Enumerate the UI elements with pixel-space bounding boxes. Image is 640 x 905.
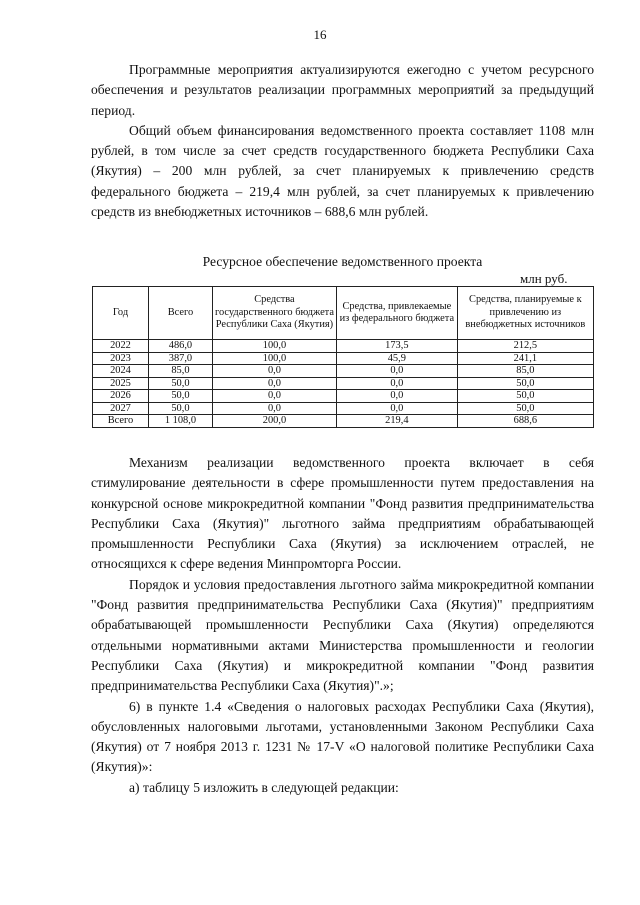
cell-federal: 0,0 xyxy=(336,365,457,378)
table-row xyxy=(93,352,594,365)
cell-state: 0,0 xyxy=(212,365,336,378)
cell-year: 2026 xyxy=(93,390,149,403)
resource-table xyxy=(92,286,594,428)
table-title: Ресурсное обеспечение ведомственного проекта xyxy=(202,254,483,269)
cell-extra: 212,5 xyxy=(457,340,593,353)
table-row xyxy=(93,390,594,403)
header-year: Год xyxy=(93,287,149,340)
paragraphs-top xyxy=(91,60,594,222)
table-row xyxy=(93,340,594,353)
paragraph: Программные мероприятия актуализируются ежегодно с учетом ресурсного обеспечения и результатов реализации программных мероприятий за предыдущий период. xyxy=(91,62,594,118)
cell-federal: 0,0 xyxy=(336,390,457,403)
cell-federal: 0,0 xyxy=(336,377,457,390)
cell-year: 2022 xyxy=(93,340,149,353)
table-unit: млн руб. xyxy=(520,271,568,286)
cell-extra: 241,1 xyxy=(457,352,593,365)
cell-total: 50,0 xyxy=(148,377,212,390)
cell-total: 1 108,0 xyxy=(148,415,212,428)
cell-extra: 688,6 xyxy=(457,415,593,428)
cell-extra: 50,0 xyxy=(457,390,593,403)
cell-state: 100,0 xyxy=(212,352,336,365)
cell-state: 0,0 xyxy=(212,377,336,390)
cell-state: 100,0 xyxy=(212,340,336,353)
cell-year: 2023 xyxy=(93,352,149,365)
cell-year: 2024 xyxy=(93,365,149,378)
header-extrabudgetary: Средства, планируемые к привлечению из внебюджетных источников xyxy=(457,287,593,340)
page-number: 16 xyxy=(313,27,327,42)
table-row xyxy=(93,402,594,415)
cell-total: 486,0 xyxy=(148,340,212,353)
cell-federal: 0,0 xyxy=(336,402,457,415)
cell-total: 85,0 xyxy=(148,365,212,378)
cell-state: 0,0 xyxy=(212,402,336,415)
cell-state: 200,0 xyxy=(212,415,336,428)
cell-total: 50,0 xyxy=(148,390,212,403)
cell-total: 50,0 xyxy=(148,402,212,415)
paragraph: Порядок и условия предоставления льготного займа микрокредитной компании "Фонд развития предпринимательства Республики Саха (Якутия)" предприятиям обрабатывающей промышленности Республики Саха (Якутия) определяются отдельными нормативными актами Министерства промышленности и геологии Республики Саха (Якутия) и микрокредитной компании "Фонд развития предпринимательства Республики Саха (Якутия)".»; xyxy=(91,576,594,694)
paragraph: Общий объем финансирования ведомственного проекта составляет 1108 млн рублей, в том числе за счет средств государственного бюджета Республики Саха (Якутия) – 200 млн рублей, за счет планируемых к привлечению средств федерального бюджета – 219,4 млн рублей, за счет планируемых к привлечению средств из внебюджетных источников – 688,6 млн рублей. xyxy=(91,122,594,220)
table-header-row xyxy=(93,287,594,340)
paragraph: Механизм реализации ведомственного проекта включает в себя стимулирование деятельности в сфере промышленности путем предоставления на конкурсной основе микрокредитной компании "Фонд развития предпринимательства Республики Саха (Якутия)" льготного займа предприятиям обрабатывающей промышленности Республики Саха (Якутия) за исключением отраслей, не относящихся к сфере ведения Минпромторга России. xyxy=(91,455,594,572)
paragraphs-bottom xyxy=(91,453,594,798)
table-row xyxy=(93,377,594,390)
table-total-row xyxy=(93,415,594,428)
cell-federal: 45,9 xyxy=(336,352,457,365)
paragraph: 6) в пункте 1.4 «Сведения о налоговых расходах Республики Саха (Якутия), обусловленных налоговыми льготами, установленными Законом Республики Саха (Якутия) от 7 ноября 2013 г. 1231 № 17-V «О налоговой политике Республики Саха (Якутия)»: xyxy=(91,698,594,775)
table-row xyxy=(93,365,594,378)
cell-year: Всего xyxy=(93,415,149,428)
cell-year: 2027 xyxy=(93,402,149,415)
cell-extra: 50,0 xyxy=(457,402,593,415)
header-total: Всего xyxy=(148,287,212,340)
header-state-budget: Средства государственного бюджета Республики Саха (Якутия) xyxy=(212,287,336,340)
cell-total: 387,0 xyxy=(148,352,212,365)
cell-extra: 85,0 xyxy=(457,365,593,378)
cell-state: 0,0 xyxy=(212,390,336,403)
cell-federal: 219,4 xyxy=(336,415,457,428)
cell-federal: 173,5 xyxy=(336,340,457,353)
header-federal-budget: Средства, привлекаемые из федерального бюджета xyxy=(336,287,457,340)
paragraph: а) таблицу 5 изложить в следующей редакции: xyxy=(129,779,399,795)
cell-extra: 50,0 xyxy=(457,377,593,390)
cell-year: 2025 xyxy=(93,377,149,390)
